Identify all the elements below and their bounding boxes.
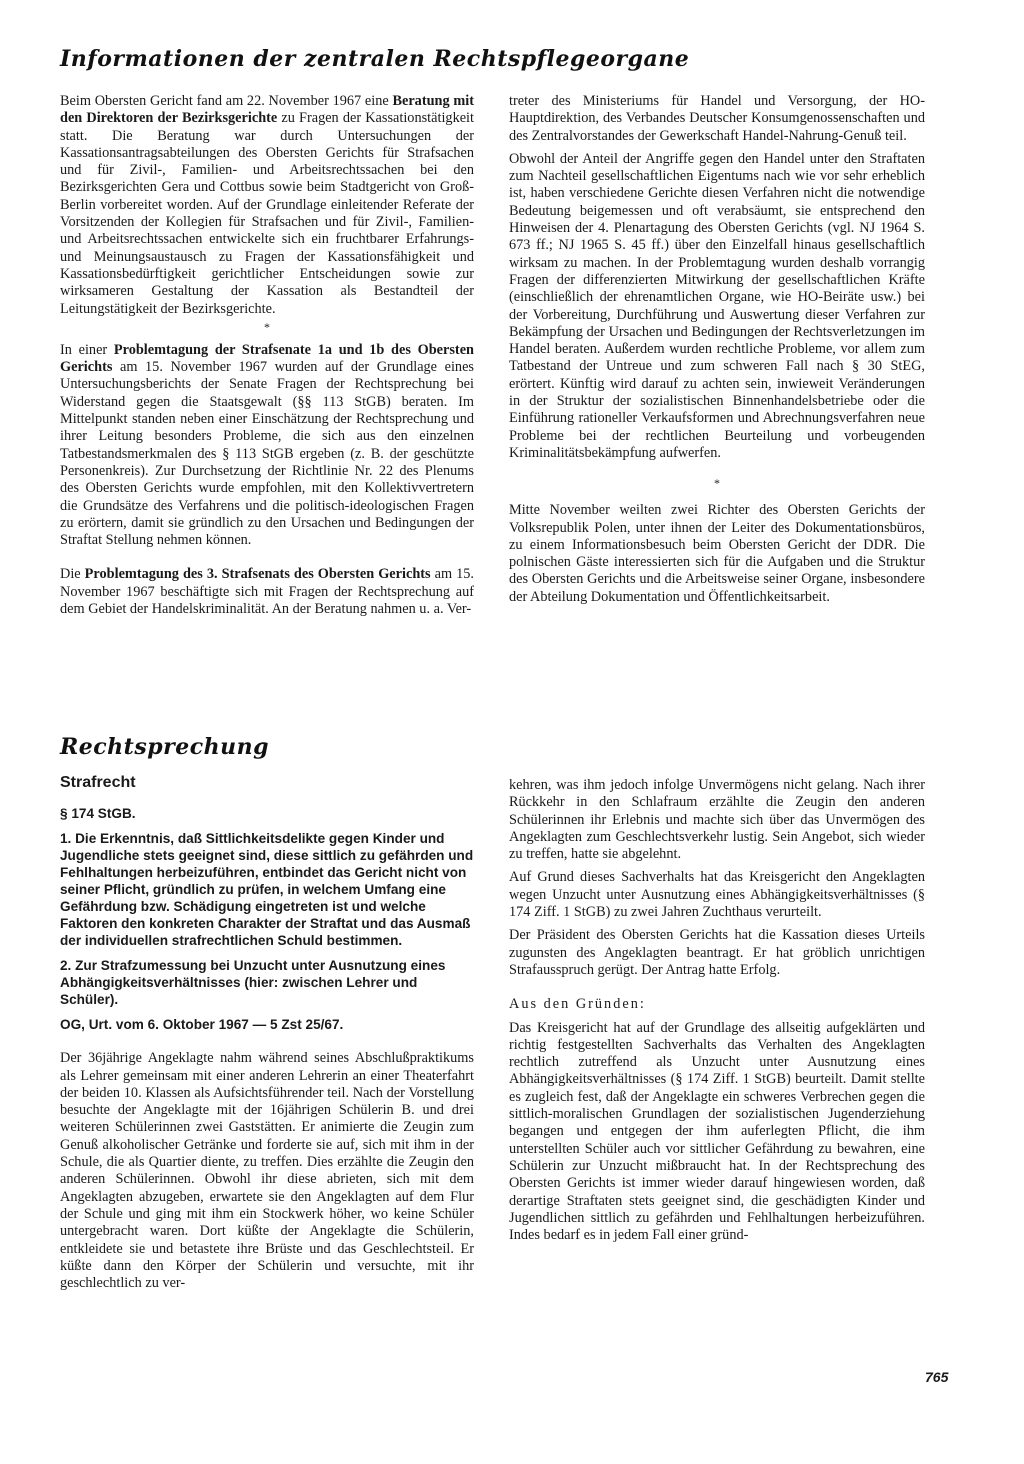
- section-heading-rechtsprechung: Rechtsprechung: [60, 734, 269, 760]
- headnote-2: 2. Zur Strafzumessung bei Unzucht unter Ausnutzung eines Abhängigkeitsverhältnisses (hier: zwischen Lehrer und Schüler).: [60, 958, 446, 1008]
- text: zu Fragen der Kassationstätigkeit statt. Die Beratung war durch Untersuchungen der Kassationsantragsabteilungen des Obersten Gerichts für Strafsachen und für Zivil-, Familien- und Arbeitsrechtssachen bei den Bezirksgerichten Gera und Cottbus sowie beim Stadtgericht von Groß-Berlin vorbereitet worden. Auf der Grundlage einleitender Referate der Vorsitzenden der Kollegien für Strafsachen und für Zivil-, Familien- und Arbeitsrechtssachen entwickelte sich ein fruchtbarer Erfahrungs- und Meinungsaustausch zu Fragen der Kassationsfähigkeit und Kassationsbedürftigkeit gerichtlicher Entscheidungen sowie zur wirksameren Gestaltung der Kassation als Bestandteil der Leitungstätigkeit der Bezirksgerichte.: [60, 110, 475, 317]
- bold-text: Problemtagung der Strafsenate 1a und 1b des Obersten Gerichts: [60, 341, 474, 376]
- headnote-1: 1. Die Erkenntnis, daß Sittlichkeitsdelikte gegen Kinder und Jugendliche stets geeignet sind, diese sittlich zu gefährden und Fehlhaltungen herbeizuführen, entbindet das Gericht nicht von seiner Pflicht, gründlich zu prüfen, in welchem Umfang eine Gefährdung bzw. Schädigung eingetreten ist und welche Faktoren den konkreten Charakter der Straftat und das Ausmaß der individuellen strafrechtlichen Schuld bestimmen.: [60, 831, 474, 949]
- section1-left-column: [60, 93, 474, 618]
- text: Die: [60, 566, 85, 583]
- paragraph-sachverhalt: Der 36jährige Angeklagte nahm während seines Abschlußpraktikums als Lehrer gemeinsam mit einer anderen Lehrerin an einer Theaterfahrt der beiden 10. Klassen als Aufsichtsführender teil. Nach der Vorstellung besuchte der Angeklagte mit der 16jährigen Schülerin B. und drei weiteren Schülerinnen zwei Gaststätten. Er animierte die Zeugin zum Genuß alkoholischer Getränke und forderte sie auf, sich mit ihm in der Schule, die als Quartier diente, zu treffen. Dies erzählte die Zeugin den anderen Schülerinnen. Obwohl ihr diese abrieten, sich mit dem Angeklagten abzugeben, erwartete sie den Angeklagten auf dem Flur der Schule und ging mit ihm ein Stockwerk höher, wo keine Schüler untergebracht waren. Dort küßte der Angeklagte die Schülerin, entkleidete sie und betastete ihre Brüste und das Geschlechtsteil. Er küßte dann den Körper der Schülerin und versuchte, mit ihr geschlechtlich zu ver-: [60, 1050, 474, 1292]
- bold-text: Beratung mit den Direktoren der Bezirksgerichte: [60, 93, 474, 127]
- law-reference: § 174 StGB.: [60, 806, 136, 822]
- paragraph-kehren: kehren, was ihm jedoch infolge Unvermögens nicht gelang. Nach ihrer Rückkehr in den Schlafraum erzählte die Zeugin den anderen Schülerinnen ihr Erlebnis und machte sich über das Unvermögen des Angeklagten zum Geschlechtsverkehr lustig. Sein Angebot, sich wieder zu treffen, hatte sie abgelehnt.: [509, 777, 925, 863]
- page-number: 765: [925, 1369, 949, 1385]
- paragraph-kreisgericht: Auf Grund dieses Sachverhalts hat das Kreisgericht den Angeklagten wegen Unzucht unter Ausnutzung eines Abhängigkeitsverhältnisses (§ 174 Ziff. 1 StGB) zu zwei Jahren Zuchthaus verurteilt.: [509, 869, 925, 921]
- subheading-aus-den-gruenden: Aus den Gründen:: [509, 996, 646, 1013]
- bold-text: Problemtagung des 3. Strafsenats des Obersten Gerichts: [84, 566, 431, 583]
- text: am 15. November 1967 wurden auf der Grundlage eines Untersuchungsberichts der Senate Fragen der Rechtsprechung bei Widerstand gegen die Staatsgewalt (§§ 113 StGB) beraten. Im Mittelpunkt standen neben einer Einschätzung der Rechtsprechung und ihrer Leitung besonders Probleme, die sich aus den einzelnen Tatbestandsmerkmalen des § 113 StGB ergeben (z. B. der geschützte Personenkreis). Zur Durchsetzung der Richtlinie Nr. 22 des Plenums des Obersten Gerichts wurde empfohlen, mit den Kollektivvertretern die Grundsätze des Verfahrens und die politisch-ideologischen Fragen zu erörtern, damit sie gründlich zu den Ursachen und Bedingungen der Straftat Stellung nehmen können.: [60, 359, 474, 549]
- separator-star: *: [714, 476, 720, 491]
- section-heading-informationen: Informationen der zentralen Rechtspflegeorgane: [60, 46, 690, 72]
- paragraph-gruende: Das Kreisgericht hat auf der Grundlage des allseitig aufgeklärten und richtig festgestellten Sachverhalts das Verhalten des Angeklagten rechtlich zutreffend als Unzucht unter Ausnutzung eines Abhängigkeitsverhältnisses (§ 174 Ziff. 1 StGB) beurteilt. Damit stellte es zugleich fest, daß der Angeklagte ein schweres Verbrechen gegen die sittlich-moralischen Grundlagen der sozialistischen Jugenderziehung begangen und entgegen der ihm auferlegten Pflicht, die ihm unterstellten Schüler auch vor sittlicher Gefährdung zu bewahren, eine Schülerin zur Unzucht mißbraucht hat. In der Rechtsprechung des Obersten Gerichts ist immer wieder darauf hingewiesen worden, daß derartige Straftaten stets geeignet sind, die geschädigten Kinder und Jugendlichen sittlich zu gefährden und Fehlhaltungen herbeizuführen. Indes bedarf es in jedem Fall einer gründ-: [509, 1019, 925, 1244]
- court-citation: OG, Urt. vom 6. Oktober 1967 — 5 Zst 25/67.: [60, 1017, 344, 1033]
- text: Beim Obersten Gericht fand am 22. November 1967 eine: [60, 93, 393, 109]
- paragraph-kassation: Der Präsident des Obersten Gerichts hat die Kassation dieses Urteils zugunsten des Angeklagten beantragt. Er hat gröblich unrichtigen Strafausspruch gerügt. Der Antrag hatte Erfolg.: [509, 927, 925, 978]
- paragraph-besuch-polen: Mitte November weilten zwei Richter des Obersten Gerichts der Volksrepublik Polen, unter ihnen der Leiter des Dokumentationsbüros, zu einem Informationsbesuch beim Obersten Gericht der DDR. Die polnischen Gäste interessierten sich für die Aufgaben und die Struktur des Obersten Gerichts und die Arbeitsweise seiner Organe, insbesondere der Abteilung Dokumentation und Öffentlichkeitsarbeit.: [509, 502, 925, 605]
- text: In einer: [60, 341, 114, 358]
- paragraph-handel: Obwohl der Anteil der Angriffe gegen den Handel unter den Straftaten zum Nachteil gesellschaftlichen Eigentums nach wie vor sehr erheblich ist, haben verschiedene Gerichte diesen Verfahren nicht die notwendige Bedeutung beigemessen und oft verabsäumt, sie entsprechend den Hinweisen der 4. Plenartagung des Obersten Gerichts (vgl. NJ 1964 S. 673 ff.; NJ 1965 S. 45 ff.) über den Einzelfall hinaus gesellschaftlich wirksam zu machen. In der Problemtagung wurden deshalb vorrangig Fragen der differenzierten Mitwirkung der gesellschaftlichen Kräfte (einschließlich der ehrenamtlichen Organe, wie HO-Beiräte usw.) bei der Vorbereitung, Durchführung und Auswertung dieser Verfahren zur Bekämpfung der Ursachen und Bedingungen der Rechtsverletzungen im Handel beraten. Außerdem wurden rechtliche Probleme, vor allem zum Tatbestand der Untreue und zum schweren Fall nach § 30 StEG, erörtert. Künftig wird darauf zu achten sein, inwieweit Veränderungen in der Struktur der sozialistischen Binnenhandelsbetriebe oder die Einführung rationeller Verkaufsformen und Abrechnungsverfahren neue Probleme bei der rechtlichen Beurteilung und vorbeugenden Kriminalitätsbekämpfung aufwerfen.: [509, 150, 925, 461]
- paragraph-problemtagung-1: [60, 342, 474, 550]
- section2-right-column: [509, 777, 925, 1244]
- subheading-strafrecht: Strafrecht: [60, 774, 136, 791]
- separator-star: *: [264, 319, 270, 334]
- paragraph-beratung: [60, 93, 474, 318]
- section2-left-column: [60, 774, 474, 1292]
- paragraph-vertreter: treter des Ministeriums für Handel und Versorgung, der HO-Hauptdirektion, des Verbandes Deutscher Konsumgenossenschaften und des Zentralvorstandes der Gewerkschaft Handel-Nahrung-Genuß teil.: [509, 93, 925, 144]
- section1-right-column: [509, 93, 925, 606]
- paragraph-problemtagung-3: [60, 566, 474, 618]
- text: am 15. November 1967 beschäftigte sich mit Fragen der Rechtsprechung auf dem Gebiet der Handelskriminalität. An der Beratung nahmen u. a. Ver-: [60, 566, 474, 618]
